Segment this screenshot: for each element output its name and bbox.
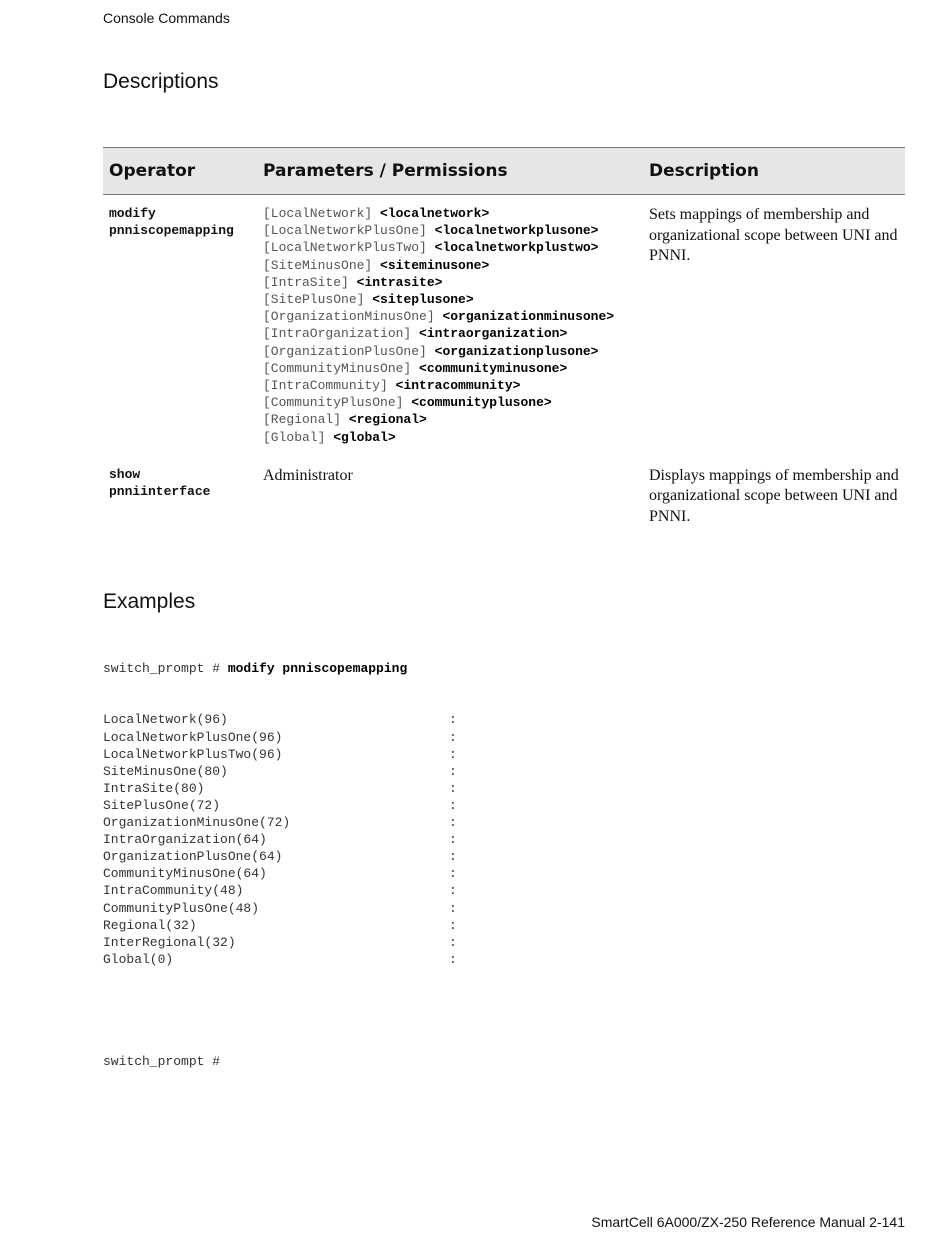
command-text: modify pnniscopemapping [227, 661, 408, 677]
param-line: [IntraOrganization] <intraorganization> [263, 326, 568, 342]
param-line: [Regional] <regional> [263, 412, 427, 428]
param-line: [CommunityMinusOne] <communityminusone> [263, 360, 568, 376]
example-field-colon: : [449, 815, 457, 831]
param-line: [IntraSite] <intrasite> [263, 274, 443, 290]
operator-verb: show [109, 466, 141, 482]
example-field-row [103, 780, 457, 797]
example-field-label: Global(0) [103, 951, 174, 967]
example-field-colon: : [449, 849, 457, 865]
page-footer: SmartCell 6A000/ZX-250 Reference Manual 2-141 [591, 1214, 905, 1230]
operator-cell [103, 466, 257, 528]
example-field-row [103, 763, 457, 780]
example-field-colon: : [449, 951, 457, 967]
params-cell [257, 195, 643, 466]
example-field-label: LocalNetworkPlusOne(96) [103, 729, 283, 745]
example-field-row [103, 711, 457, 728]
example-field-label: IntraCommunity(48) [103, 883, 244, 899]
example-field-label: CommunityMinusOne(64) [103, 866, 267, 882]
example-field-row [103, 831, 457, 848]
param-line: [CommunityPlusOne] <communityplusone> [263, 395, 552, 411]
table-row [103, 466, 905, 528]
examples-heading: Examples [103, 590, 196, 613]
example-field-row [103, 814, 457, 831]
example-field-label: OrganizationMinusOne(72) [103, 815, 291, 831]
example-field-label: LocalNetwork(96) [103, 712, 228, 728]
example-field-colon: : [449, 917, 457, 933]
header-operator: Operator [103, 148, 257, 195]
example-field-colon: : [449, 866, 457, 882]
header-description: Description [643, 148, 905, 195]
final-prompt: switch_prompt # [103, 1054, 221, 1070]
param-line: [Global] <global> [263, 429, 396, 445]
example-field-label: SiteMinusOne(80) [103, 763, 228, 779]
param-line: [LocalNetwork] <localnetwork> [263, 206, 490, 221]
header-parameters: Parameters / Permissions [257, 148, 643, 195]
example-field-row [103, 917, 457, 934]
example-field-label: CommunityPlusOne(48) [103, 900, 260, 916]
descriptions-heading: Descriptions [103, 70, 219, 93]
example-field-label: IntraOrganization(64) [103, 832, 267, 848]
example-field-row [103, 848, 457, 865]
param-line: [OrganizationPlusOne] <organizationplusone> [263, 343, 599, 359]
param-line: [LocalNetworkPlusTwo] <localnetworkplustwo> [263, 240, 599, 256]
commands-table [103, 147, 905, 527]
example-field-label: Regional(32) [103, 917, 197, 933]
example-field-row [103, 746, 457, 763]
table-header-row [103, 148, 905, 195]
operator-cell [103, 195, 257, 466]
example-field-row [103, 882, 457, 899]
example-field-colon: : [449, 832, 457, 848]
example-field-colon: : [449, 900, 457, 916]
example-field-colon: : [449, 797, 457, 813]
example-field-label: SitePlusOne(72) [103, 797, 221, 813]
running-head: Console Commands [103, 10, 230, 26]
example-field-colon: : [449, 780, 457, 796]
example-field-row [103, 729, 457, 746]
example-prompt-line [103, 660, 407, 677]
operator-verb: modify [109, 206, 156, 221]
example-field-row [103, 951, 457, 968]
description-cell: Sets mappings of membership and organizational scope between UNI and PNNI. [649, 206, 898, 264]
prompt-text: switch_prompt # [103, 661, 228, 677]
operator-object: pnniscopemapping [109, 223, 234, 238]
example-field-colon: : [449, 763, 457, 779]
example-field-row [103, 797, 457, 814]
param-line: [SiteMinusOne] <siteminusone> [263, 257, 490, 273]
example-fields [103, 711, 457, 967]
example-field-label: InterRegional(32) [103, 934, 236, 950]
example-field-colon: : [449, 746, 457, 762]
example-field-colon: : [449, 712, 457, 728]
example-field-row [103, 900, 457, 917]
param-line: [SitePlusOne] <siteplusone> [263, 292, 474, 308]
example-field-colon: : [449, 883, 457, 899]
example-code-block [103, 626, 457, 1088]
example-field-label: OrganizationPlusOne(64) [103, 849, 283, 865]
param-line: [OrganizationMinusOne] <organizationminusone> [263, 309, 615, 325]
param-line: [LocalNetworkPlusOne] <localnetworkplusone> [263, 223, 599, 239]
example-field-row [103, 934, 457, 951]
example-field-label: LocalNetworkPlusTwo(96) [103, 746, 283, 762]
operator-object: pnniinterface [109, 483, 211, 499]
example-field-row [103, 865, 457, 882]
description-cell: Displays mappings of membership and organizational scope between UNI and PNNI. [649, 466, 899, 525]
table-row [103, 195, 905, 466]
example-field-colon: : [449, 934, 457, 950]
permission-cell: Administrator [263, 466, 353, 484]
example-field-colon: : [449, 729, 457, 745]
param-line: [IntraCommunity] <intracommunity> [263, 378, 521, 394]
example-field-label: IntraSite(80) [103, 780, 205, 796]
